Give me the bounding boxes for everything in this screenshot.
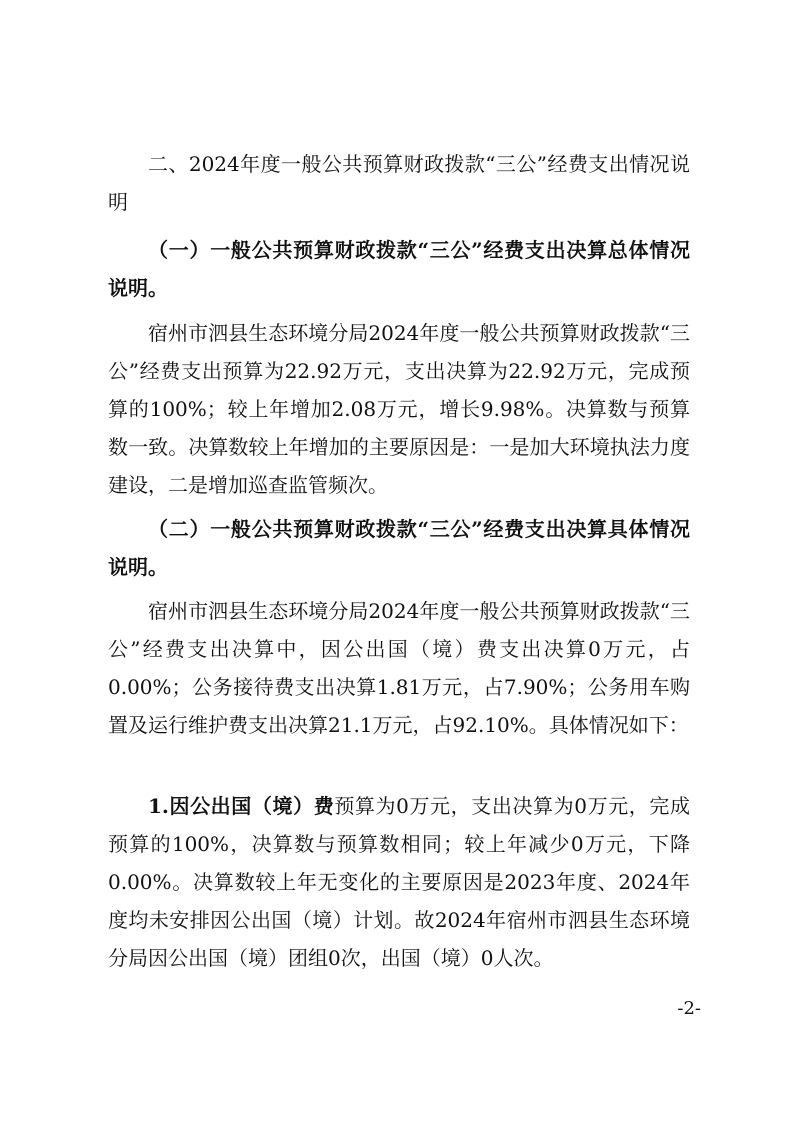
page-number: -2- bbox=[677, 998, 701, 1019]
specific-paragraph: 宿州市泗县生态环境分局2024年度一般公共预算财政拨款“三公”经费支出决算中，因公出国（境）费支出决算0万元，占0.00%；公务接待费支出决算1.81万元，占7.90%；公务用车购置及运行维护费支出决算21.1万元，占92.10%。具体情况如下： bbox=[108, 599, 690, 737]
subsection-heading-overall: （一）一般公共预算财政拨款“三公”经费支出决算总体情况说明。 bbox=[108, 238, 690, 300]
subsection-heading-specific: （二）一般公共预算财政拨款“三公”经费支出决算具体情况说明。 bbox=[108, 517, 690, 579]
overall-paragraph: 宿州市泗县生态环境分局2024年度一般公共预算财政拨款“三公”经费支出预算为22.92万元，支出决算为22.92万元，完成预算的100%；较上年增加2.08万元，增长9.98%。决算数与预算数一致。决算数较上年增加的主要原因是：一是加大环境执法力度建设，二是增加巡查监管频次。 bbox=[108, 321, 690, 497]
section-title: 二、2024年度一般公共预算财政拨款“三公”经费支出情况说明 bbox=[108, 152, 690, 214]
item-overseas-travel-label: 1.因公出国（境）费 bbox=[148, 794, 335, 818]
item-overseas-travel bbox=[108, 787, 690, 977]
item-overseas-travel-text: 预算为0万元，支出决算为0万元，完成预算的100%，决算数与预算数相同；较上年减少0万元，下降0.00%。决算数较上年无变化的主要原因是2023年度、2024年度均未安排因公出国（境）计划。故2024年宿州市泗县生态环境分局因公出国（境）团组0次，出国（境）0人次。 bbox=[108, 794, 690, 970]
